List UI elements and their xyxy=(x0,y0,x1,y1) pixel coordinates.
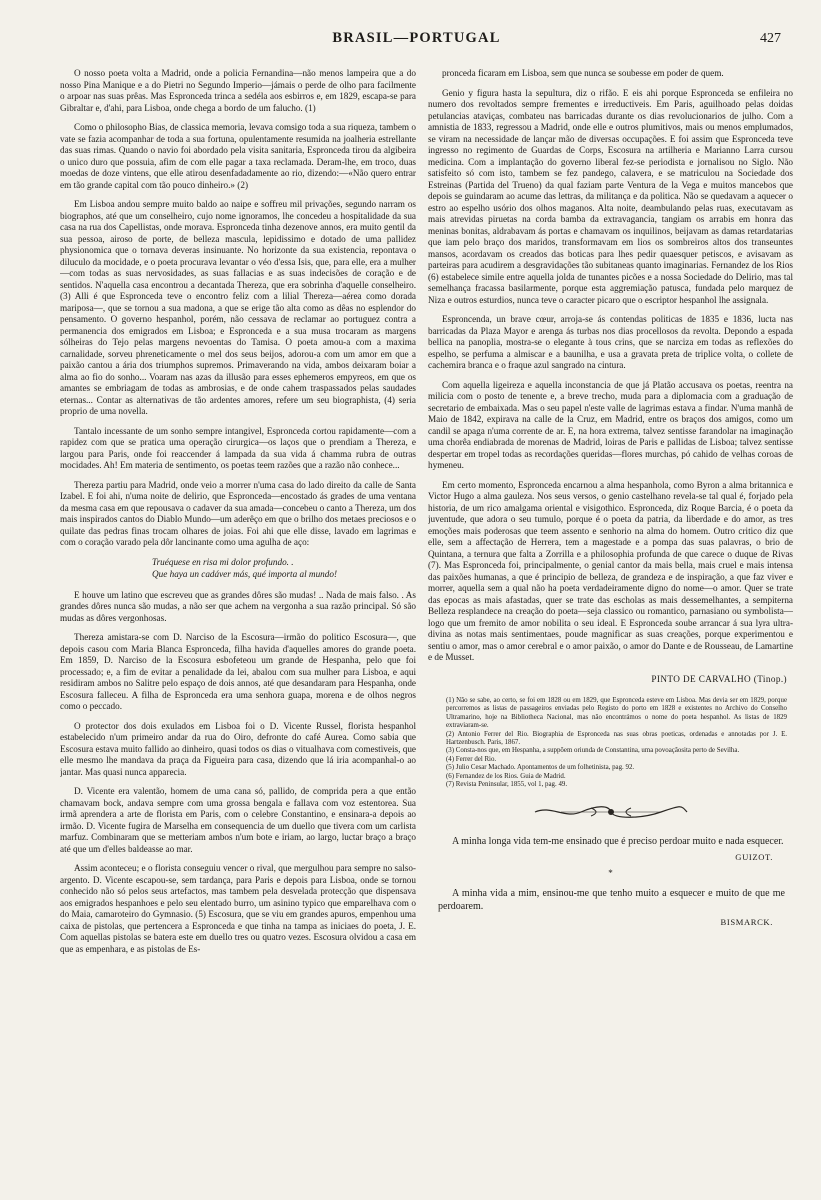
maxim-author: GUIZOT. xyxy=(735,852,773,863)
paragraph: Thereza partiu para Madrid, onde veio a morrer n'uma casa do lado direito da calle de Santa Izabel. E foi ahi, n'uma noite de delirio, que Espronceda—encostado ás grades de uma ventana da mesma casa em que repousava o cadaver da sua amada—concebeu o canto a Thereza, um dos mais inspirados cantos do Diablo Mundo—um aderêço em que o brilho dos metaes preciosos e o quilate das pedras finas trocam olhares de joias. Foi ahi que elle disse, lavado em lagrimas e com o coração varado pela dôr lancinante como uma agulha de aço: xyxy=(60,479,416,547)
ornament-divider xyxy=(531,803,691,821)
verse-line: Que haya un cadáver más, qué importa al mundo! xyxy=(152,569,337,579)
maxim-quote: A minha longa vida tem-me ensinado que é preciso perdoar muito e nada esquecer. xyxy=(452,836,784,848)
paragraph: O nosso poeta volta a Madrid, onde a policia Fernandina—não menos lampeira que a do nosso Pina Manique e a do Pietri no Segundo Imperio—jámais o perde de olho para facilmente o arpoar nas suas prêas. Mas Espronceda trinca a sedéla aos esbirros e, em 1829, escapa-se para Gibraltar e, d'ahi, para Lisboa, onde chega a bordo de um falucho. (1) xyxy=(60,68,416,113)
author-signature: PINTO DE CARVALHO (Tinop.) xyxy=(651,673,787,684)
right-column xyxy=(428,68,793,1176)
paragraph: Em Lisboa andou sempre muito baldo ao naipe e soffreu mil privações, segundo narram os biographos, até que um conselheiro, cujo nome ignoramos, lhe concedeu a hospitalidade da sua casa na rua dos Capellistas, onde morava. Espronceda tinha dezenove annos, era muito gentil da sua pessoa, airoso de porte, de belleza mascula, lepidissimo e dotado de uma pallidez physionomica que o tornava deveras insinuante. No horizonte da sua existencia, repontava o diluculo da mocidade, e o poeta procurava levantar o véo d'essa Isis, que, para elle, era a mulher—com todas as suas nervosidades, as suas fallacias e as suas indecisões de coração e de sentidos. N'aquella casa encontrou a decantada Thereza, que era sobrinha d'aquelle conselheiro. (3) Alli é que Espronceda teve o encontro feliz com a lilial Thereza—aérea como dorada mariposa—, que se tornou a sua madona, a que se erige tão alta como as dêas no esplendor do pensamento. O governo hespanhol, porém, não cessava de reclamar ao portuguez contra a permanencia dos emigrados em Lisboa; e Espronceda e a sua musa trocaram as margens sólheiras do Tejo pelas margens nevoentas do Tamisa. O poeta amou-a com a maxima carnalidade, sorveu phreneticamente o mel dos seus beijos, adorou-a com um amor em que a paixão cantou a ária dos triumphos supremos. Primaverando na vida, ambos deixaram boiar a alma ao fio do sonho... Voaram nas azas da illusão para esses ephemeros empyreos, em que os amantes se embriagam de todas as ambrosias, e de onde cahem traspassados pelas saudades eternas... Contar as alternativas de tão ardentes amores, refere um seu biographista, (4) seria proprio de uma novella. xyxy=(60,199,416,416)
page-number: 427 xyxy=(760,31,781,46)
paragraph: Thereza amistara-se com D. Narciso de la Escosura—irmão do politico Escosura—, que depois casou com Maria Blanca Espronceda, filha havida d'aquelles amores do grande poeta. Em 1859, D. Narciso de la Escosura esbofeteou um grande de Hespanha, pelo que foi processado; e, a fim de evitar a penalidade da lei, abalou com sua mulher para Lisboa, e aqui residiram ambos no Salitre pelo espaço de dois annos, até que desandaram para Hespanha, onde Escosura falleceu. A filha de Espronceda era uma senhora guapa, morena e de olhos negros como o peccado. xyxy=(60,632,416,711)
running-title: BRASIL—PORTUGAL xyxy=(332,30,501,46)
paragraph: Com aquella ligeireza e aquella inconstancia de que já Platão accusava os poetas, reentra na milicia com o posto de tenente e, a breve trecho, muda para a diplomacia com a graduação de secretario de embaixada. Mas o seu papel n'este valle de lagrimas estava a findar. N'uma manhã de Maio de 1842, expirava na calle de la Cruz, em Madrid, entre os braços dos amigos, como um candil se apaga n'uma corrente de ar. E, na hora extrema, talvez sentisse farandolar na imaginação uma chorêa endiabrada de morenas de Madrid, loiras de Paris e pallidas de Lisboa; talvez sentisse despertar em tropel todas as recordações queridas—flores murchas, pó cahido de velhas coroas de hymeneu. xyxy=(428,379,793,470)
paragraph: Genio y figura hasta la sepultura, diz o rifão. E eis ahi porque Espronceda se enfileira no numero dos revoltados sempre frementes e irreductiveis. Em Paris, aguilhoado pelas doidas petulancias ataviças, combateu nas barricadas durante os dias revolucionarios de julho. Com a amnistia de 1833, regressou a Madrid, onde elle e outros plumitivos, mais ou menos emplumados, se viram na necessidade de lançar mão de diversas occupações. E foi assim que Espronceda teve ingresso no regimento de Guardas de Corps, Escosura na artilheria e Marianno Larra cursou medicina. Com a implantação do governo liberal fez-se periodista e jornalisou no Siglo. Não satisfeito só com isto, tambem se fez pandego, calavera, e se matriculou na Sociedade dos Estreinas (Partida del Trueno) da qual faziam parte Ventura de la Vega e muitos mancebos que depois se guindaram ao acume das lettras, da militança e da politica. Não se quedavam a aquecer o estro ao espelho usório dos olhos maganos. Alta noite, deambulando pelas ruas, executavam as mais atrevidas piruetas na corda bamba da extravagancia, tangiam os arrabis em honra das meninas bonitas, aldrabavam ás portas e chamavam os inquilinos, beijavam as damas retardatarias que iam pelo braço dos maridos, transformavam em lios os sombreiros altos dos transeuntes mansos, acordavam os creados das boticas para lhes pedir quaesquer petiscos, e avisavam as parteiras para acudirem a desgravidações tão subitaneas quanto imaginarias. Fernandez de los Rios (6) estabelece simile entre aquella jolda de tunantes picões e a nossa Sociedade do Delirio, mas tal semelhança fracassa basilarmente, porque esta aggremiação patusca, fundada pelo marquez de Niza e outros esturdios, nunca teve o caracter picaro que o escriptor hespanhol lhe assignala. xyxy=(428,87,793,305)
paragraph: Tantalo incessante de um sonho sempre intangivel, Espronceda cortou rapidamente—com a rapidez com que se pratica uma operação cirurgica—os laços que o prendiam a Thereza, e largou para Paris, onde foi reaccender á lampada da sua vida á chamma rubra de outras mocidades. Ah! Em materia de sentimento, os poetas teem razões que a razão não conhece... xyxy=(60,425,416,470)
footnote: (1) Não se sabe, ao certo, se foi em 1828 ou em 1829, que Espronceda esteve em Lisboa. Mas devia ser em 1829, porque percorremos as listas de passageiros enviadas pelo Registo do porto em 1828 e existentes no Archivo do Conselho Ultramarino, hoje na Bibliotheca Nacional, mas não encontrámos o nome do poeta hespanhol. As listas de 1829 extraviaram-se. xyxy=(446,697,787,730)
footnote: (3) Consta-nos que, em Hespanha, a suppõem oriunda de Constantina, uma povoaçãosita perto de Sevilha. xyxy=(446,747,740,755)
paragraph: D. Vicente era valentão, homem de uma cana só, pallido, de comprida pera a que então chamavam bock, andava sempre com uma grossa bengala e fallava com voz estentorea. Sua irmã aprendera a arte de florista em Paris, com o celebre Constantino, e ensinara-a depois ao irmão. D. Vicente fugira de Marselha em consequencia de um duello que tivera com um carlista marfuz. Combinaram que se metteriam ambos n'um bote e iriam, ao largo, luctar braço a braço até que um d'elles baldeasse ao mar. xyxy=(60,786,416,854)
footnote: (6) Fernandez de los Rios. Guia de Madrid. xyxy=(446,772,566,780)
paragraph: E houve um latino que escreveu que as grandes dôres são mudas! .. Nada de mais falso. . As grandes dôres nunca são mudas, a não ser que achem na vergonha a sua razão principal. Só são mudas as dôres vergonhosas. xyxy=(60,589,416,623)
page-header xyxy=(52,30,781,52)
asterisk-separator: * xyxy=(608,867,613,878)
verse-line: Truéquese en risa mi dolor profundo. . xyxy=(152,556,294,567)
maxim-author: BISMARCK. xyxy=(720,917,773,928)
paragraph: pronceda ficaram em Lisboa, sem que nunca se soubesse em poder de quem. xyxy=(442,68,724,78)
paragraph: Como o philosopho Bias, de classica memoria, levava comsigo toda a sua riqueza, tambem o vate se fazia acompanhar de toda a sua fortuna, opulentamente resumida na joalheria estrellante das suas rimas. Quando o navio foi abordado pela visita sanitaria, Espronceda tirou da algibeira o unico duro que possuia, afim de com elle pagar a taxa reclamada. Deram-lhe, em troco, duas moedas de doze vintens, que elle atirou desenfadadamente ao rio, dizendo:—«Não quero entrar em tão grande capital com tão pouco dinheiro.» (2) xyxy=(60,122,416,190)
footnote: (2) Antonio Ferrer del Rio. Biographia de Espronceda nas suas obras poeticas, ordenadas e annotadas por J. E. Hartzenbusch. Paris, 1867. xyxy=(446,730,787,747)
maxim-quote: A minha vida a mim, ensinou-me que tenho muito a esquecer e muito de que me perdoarem. xyxy=(438,888,785,913)
paragraph: Em certo momento, Espronceda encarnou a alma hespanhola, como Byron a alma britannica e Victor Hugo a alma gauleza. Nos seus versos, o genio castelhano revela-se tal qual é, forjado pela historia, de um rico amalgama oriental e visigothico. Espronceda, diz Roque Barcia, é o poeta da juventude, que adora o seu tumulo, porque é o poeta da patria, da liberdade e do amor, as tres emoções mais poderosas que teem assento e senhorio na alma do homem. Outro critico diz que elle, sem a affectação de Herrera, tem a magestade e a pompa das suas palavras, o brio de Quintana, a ternura que falta a Zorrilla e a philosophia profunda de que carece o duque de Rivas (7). Mas Espronceda foi, principalmente, o genial cantor da mais bella, mais cruel e mais intensa das paixões humanas, a que é principio de belleza, de grandeza e de inspiração, a que faz viver e morrer, aquella sem a qual não ha poeta verdadeiramente digno do nome—o amor. Quer se trate das epocas as mais afastadas, quer se trate das escholas as mais dessemelhantes, a sempiterna Belleza resplandece na creação do poeta—seja classico ou romantico, parnasiano ou symbolista—logo que um fremito de amor nobilita o seu ideal. E Espronceda soube arrancar á sua lyra ultra-divina as notas mais sentimentaes, poude magnificar as suas creações, porque experimentou e sentiu o amor, mas o amor cerebral e o amor paixão, o amor do Dante e de Rousseau, de Lamartine e de Musset. xyxy=(428,479,793,662)
paragraph: Assim aconteceu; e o florista conseguiu vencer o rival, que mergulhou para sempre no salso-argento. D. Vicente escapou-se, sem tardança, para Paris e depois para Lisboa, onde se tornou conhecido não só pelos seus artefactos, mas tambem pela desvelada protecção que dispensava aos emigrados hespanhoes e pelo seu elentado burro, um asinino typico que emparelhava com o do Maia, camaroteiro do Gymnasio. (5) Escosura, que se viu em grandes apuros, empenhou uma caixa de pistolas, que pertencera a Espronceda e que tinha na tampa as iniciaes do poeta, J. E. Com aquellas pistolas se batera este em duello tres ou quatro vezes. Escosura olvidou a casa em que as empenhara, e as pistolas de Es- xyxy=(60,863,416,954)
paragraph: Esproncenda, un brave cœur, arroja-se ás contendas politicas de 1835 e 1836, lucta nas barricadas da Plaza Mayor e arenga ás turbas nos dias procellosos da revolta. Depondo a espada bellica na panoplia, mostra-se o elegante à tous crins, que se narciza em todas as reflexões do espelho, se perfuma a almiscar e a baunilha, e usa a gravata preta de triplice volta, o collete de cachemira branca e o fraque azul sangrado na cintura. xyxy=(428,314,793,370)
footnote: (4) Ferrer del Rio. xyxy=(446,755,497,763)
left-column xyxy=(60,68,416,1176)
footnotes xyxy=(446,697,787,789)
footnote: (5) Julio Cesar Machado. Apontamentos de um folhetinista, pag. 92. xyxy=(446,764,635,772)
footnote: (7) Revista Peninsular, 1855, vol 1, pag. 49. xyxy=(446,781,568,789)
paragraph: O protector dos dois exulados em Lisboa foi o D. Vicente Russel, florista hespanhol estabelecido n'um primeiro andar da rua do Oiro, defronte do café Aurea. Como sabia que Escosura estava muito fallido ao dinheiro, quasi todos os dias o vitualhava com comestiveis, que elle mesmo lhe mandava da praça da Figueira para casa, dizendo que lá iria acompanhal-o ao jantar. Mas quasi nunca apparecia. xyxy=(60,720,416,777)
